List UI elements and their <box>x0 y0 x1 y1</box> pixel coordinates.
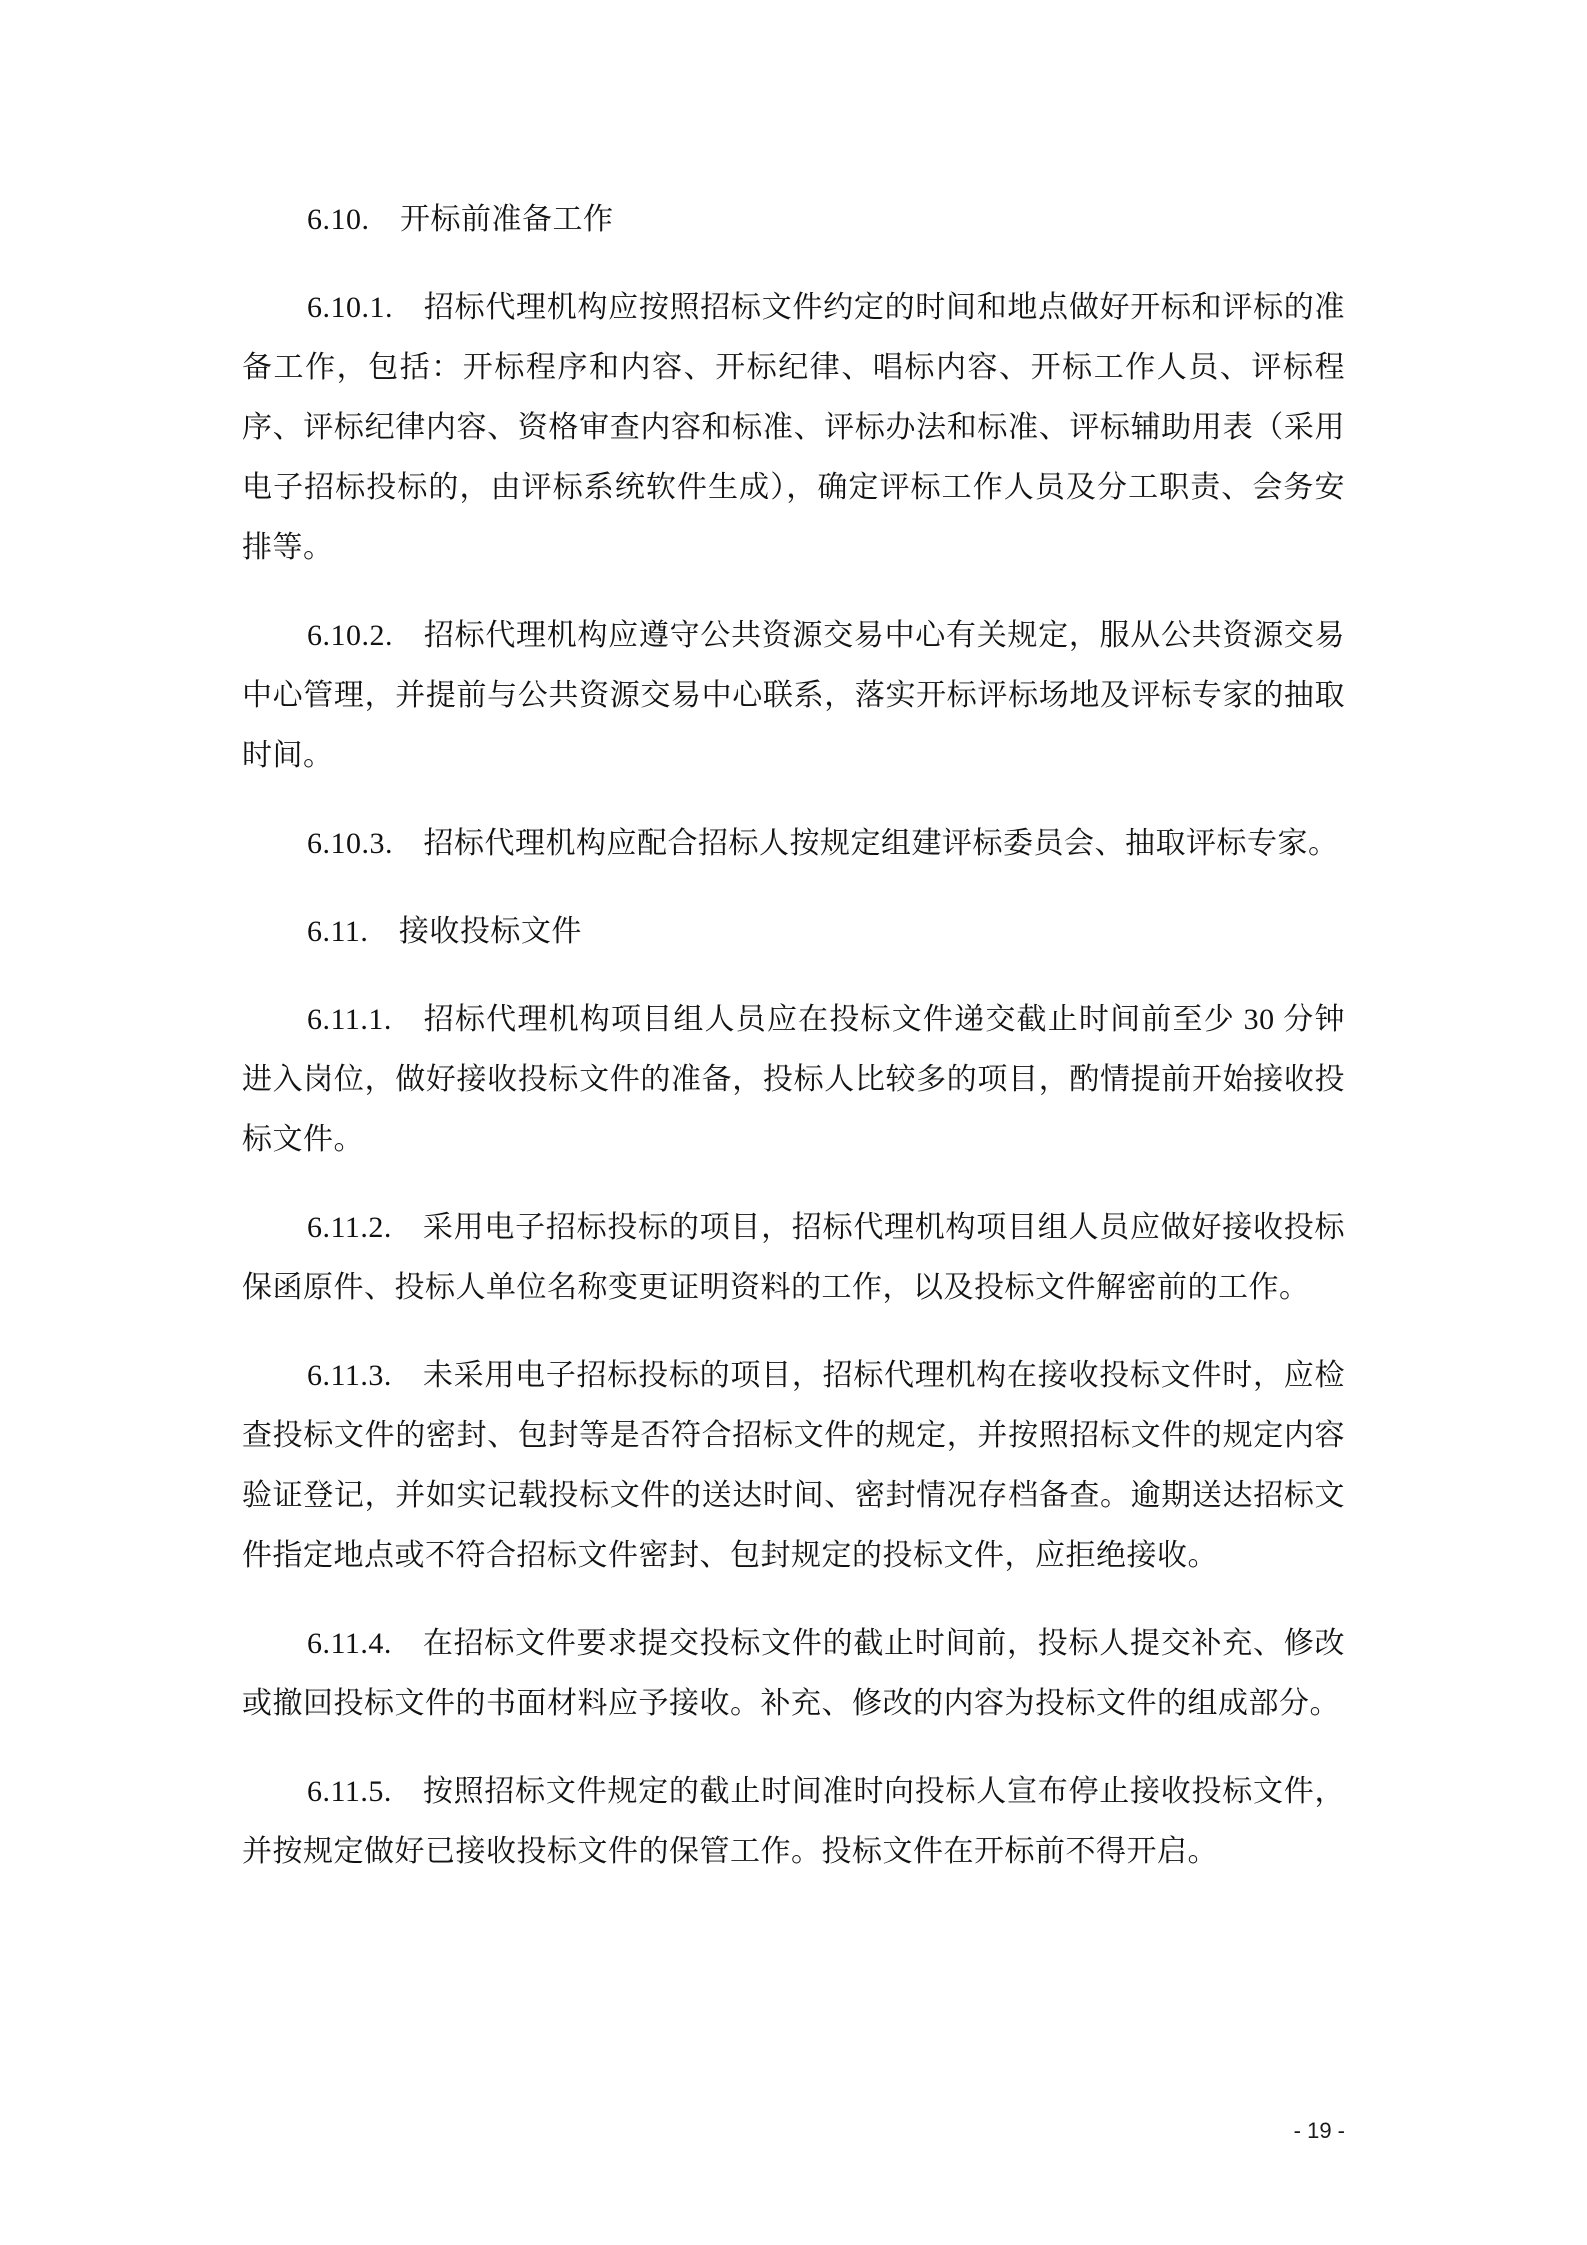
paragraph-6-11-2: 6.11.2. 采用电子招标投标的项目，招标代理机构项目组人员应做好接收投标保函原件、投标人单位名称变更证明资料的工作，以及投标文件解密前的工作。 <box>242 1211 1345 1304</box>
paragraph-6-11-5: 6.11.5. 按照招标文件规定的截止时间准时向投标人宣布停止接收投标文件，并按规定做好已接收投标文件的保管工作。投标文件在开标前不得开启。 <box>242 1775 1345 1868</box>
paragraph-6-11-1: 6.11.1. 招标代理机构项目组人员应在投标文件递交截止时间前至少 30 分钟进入岗位，做好接收投标文件的准备，投标人比较多的项目，酌情提前开始接收投标文件。 <box>242 1003 1345 1156</box>
paragraph-6-11-4: 6.11.4. 在招标文件要求提交投标文件的截止时间前，投标人提交补充、修改或撤回投标文件的书面材料应予接收。补充、修改的内容为投标文件的组成部分。 <box>242 1627 1345 1720</box>
paragraph-6-10-2: 6.10.2. 招标代理机构应遵守公共资源交易中心有关规定，服从公共资源交易中心管理，并提前与公共资源交易中心联系，落实开标评标场地及评标专家的抽取时间。 <box>242 619 1345 772</box>
page-number: - 19 - <box>1293 2118 1345 2143</box>
paragraph-6-10-1: 6.10.1. 招标代理机构应按照招标文件约定的时间和地点做好开标和评标的准备工作，包括：开标程序和内容、开标纪律、唱标内容、开标工作人员、评标程序、评标纪律内容、资格审查内容和标准、评标办法和标准、评标辅助用表（采用电子招标投标的，由评标系统软件生成），确定评标工作人员及分工职责、会务安排等。 <box>242 291 1345 564</box>
heading-6-11: 6.11. 接收投标文件 <box>307 915 582 948</box>
paragraph-6-11-3: 6.11.3. 未采用电子招标投标的项目，招标代理机构在接收投标文件时，应检查投标文件的密封、包封等是否符合招标文件的规定，并按照招标文件的规定内容验证登记，并如实记载投标文件的送达时间、密封情况存档备查。逾期送达招标文件指定地点或不符合招标文件密封、包封规定的投标文件，应拒绝接收。 <box>242 1359 1345 1572</box>
paragraph-6-10-3: 6.10.3. 招标代理机构应配合招标人按规定组建评标委员会、抽取评标专家。 <box>307 827 1339 860</box>
document-body <box>242 190 1345 1910</box>
heading-6-10: 6.10. 开标前准备工作 <box>307 203 614 236</box>
